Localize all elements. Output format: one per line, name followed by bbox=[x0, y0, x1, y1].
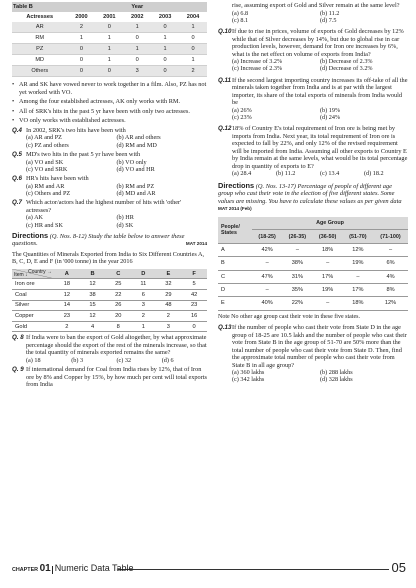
question-9-continued bbox=[218, 2, 408, 10]
option[interactable]: (c) 23% bbox=[232, 113, 252, 121]
option[interactable]: (c) 32 bbox=[116, 356, 132, 364]
question-number: Q.11 bbox=[218, 76, 231, 84]
cell: 32 bbox=[156, 279, 182, 290]
option[interactable]: (c) Others and PZ bbox=[26, 189, 71, 197]
cell: 25 bbox=[105, 279, 131, 290]
option[interactable]: (d) VO and HR bbox=[116, 165, 155, 173]
table-row bbox=[218, 257, 408, 270]
exam-tag: MAT 2014 bbox=[185, 241, 207, 247]
question-number: Q. 8 bbox=[12, 334, 24, 342]
cell: 0 bbox=[181, 321, 207, 332]
cell: 4 bbox=[80, 321, 106, 332]
row-label: Coal bbox=[12, 290, 54, 301]
cell: Others bbox=[12, 66, 67, 77]
cell: 29 bbox=[156, 290, 182, 301]
cell: 12 bbox=[80, 311, 106, 322]
question-number: Q.6 bbox=[12, 175, 22, 183]
chapter-word: CHAPTER bbox=[12, 567, 39, 573]
question-text: rise, assuming export of Gold and Silver remain at the same level? bbox=[232, 2, 400, 9]
page-number: 05 bbox=[389, 560, 406, 575]
option[interactable]: (a) 26% bbox=[232, 106, 252, 114]
cell: – bbox=[313, 297, 343, 310]
question-number: Q.5 bbox=[12, 151, 22, 159]
directions-text: (Q. Nos. 13-17) Percentage of people of different age group who cast their vote in the election of five different states. Some values are missing. You have to calculate these values as per given data bbox=[218, 182, 402, 205]
col-header: (36-50) bbox=[313, 230, 343, 243]
table-row bbox=[218, 283, 408, 296]
cell: 1 bbox=[151, 44, 179, 55]
question-number: Q.7 bbox=[12, 199, 22, 207]
option[interactable]: (b) Decrease of 2.3% bbox=[320, 58, 373, 66]
cell: 1 bbox=[123, 44, 151, 55]
cell: 0 bbox=[151, 55, 179, 66]
cell: 0 bbox=[67, 66, 95, 77]
question-text: In 2002, SRK's two hits have been with bbox=[26, 126, 126, 134]
row-label: E bbox=[218, 297, 252, 310]
table-b-header: 2002 bbox=[130, 14, 144, 20]
row-label: Copper bbox=[12, 311, 54, 322]
option[interactable]: (a) Increase of 3.2% bbox=[232, 58, 283, 66]
cell: 23 bbox=[54, 311, 80, 322]
table-b-year-label: Year bbox=[67, 2, 207, 12]
col-header: A bbox=[54, 269, 80, 279]
option[interactable]: (b) 288 lakhs bbox=[320, 369, 353, 377]
question-8 bbox=[12, 334, 207, 364]
question-number: Q.10 bbox=[218, 28, 232, 36]
condition-bullet: • VO only works with established actresses. bbox=[12, 117, 207, 125]
cell: 38 bbox=[80, 290, 106, 301]
row-label: Iron ore bbox=[12, 279, 54, 290]
option[interactable]: (c) 8.1 bbox=[232, 16, 249, 24]
question-text: If international demand for Coal from India rises by 12%, that of Iron ore by 8% and Copper by 15%, by how much per cent will total exports from India bbox=[26, 366, 207, 389]
cell: 40% bbox=[252, 297, 282, 310]
col-header: (51-70) bbox=[343, 230, 373, 243]
option[interactable]: (b) HR bbox=[116, 214, 134, 222]
directions-block bbox=[218, 182, 408, 213]
cell: 0 bbox=[179, 44, 207, 55]
cell: 15 bbox=[80, 300, 106, 311]
question-5 bbox=[12, 151, 207, 173]
chapter-divider bbox=[52, 566, 53, 574]
question-11 bbox=[218, 77, 408, 122]
option[interactable]: (c) 13.4 bbox=[320, 170, 340, 178]
cell: 8% bbox=[373, 283, 408, 296]
option[interactable]: (d) RM and MD bbox=[116, 141, 157, 149]
option[interactable]: (a) 360 lakhs bbox=[232, 369, 265, 377]
table-row bbox=[12, 44, 207, 55]
condition-bullet: • All of SRK's hits in the past 5 yr have been with only two actresses. bbox=[12, 108, 207, 116]
cell: – bbox=[252, 283, 282, 296]
question-13 bbox=[218, 324, 408, 384]
cell: 4% bbox=[373, 270, 408, 283]
col-header: D bbox=[131, 269, 155, 279]
cell: 2 bbox=[54, 321, 80, 332]
question-6 bbox=[12, 175, 207, 197]
question-9 bbox=[12, 366, 207, 389]
cell: 11 bbox=[131, 279, 155, 290]
cell: – bbox=[343, 270, 373, 283]
option[interactable]: (c) HR and SK bbox=[26, 221, 63, 229]
row-label: C bbox=[218, 270, 252, 283]
chapter-label bbox=[12, 563, 134, 574]
cell: 3 bbox=[131, 300, 155, 311]
cell: 17% bbox=[343, 283, 373, 296]
table-b-header: 2004 bbox=[186, 14, 200, 20]
cell: PZ bbox=[12, 44, 67, 55]
corner-cell bbox=[12, 269, 54, 279]
option[interactable]: (b) 11.2 bbox=[320, 9, 340, 17]
option[interactable]: (b) RM and PZ bbox=[116, 182, 155, 190]
cell: 2 bbox=[179, 66, 207, 77]
question-10 bbox=[218, 28, 408, 73]
option[interactable]: (b) 19% bbox=[320, 106, 341, 114]
cell: MD bbox=[12, 55, 67, 66]
question-text: If the second largest importing country increases its off-take of all the minerals taken together from India and is at par with the largest importer, its share of the total exports of minerals from India would be bbox=[232, 76, 408, 107]
cell: 18% bbox=[343, 297, 373, 310]
table-row bbox=[12, 33, 207, 44]
question-text: If the number of people who cast their vote from State D in the age group of 18-25 are 10.5 lakh and the number of people who cast their vote from State B in the age group of 51-70 are 50% more than the total number of people who cast their vote from State D. Then, find the approximate total number of people who cast their vote from State B in all age group? bbox=[232, 324, 407, 369]
option[interactable]: (d) MD and AR bbox=[116, 189, 156, 197]
cell: 38% bbox=[282, 257, 312, 270]
cell: 18% bbox=[313, 243, 343, 256]
option[interactable]: (a) 6.8 bbox=[232, 9, 249, 17]
chapter-number: 01 bbox=[39, 563, 51, 574]
cell: 8 bbox=[105, 321, 131, 332]
row-label: B bbox=[218, 257, 252, 270]
cell: 42% bbox=[252, 243, 282, 256]
cell: 12% bbox=[373, 297, 408, 310]
right-column bbox=[218, 2, 408, 384]
left-column bbox=[12, 2, 207, 389]
cell: 0 bbox=[95, 22, 123, 33]
option[interactable]: (d) 328 lakhs bbox=[320, 376, 353, 384]
cell: 1 bbox=[95, 44, 123, 55]
corner-top-label: Country → bbox=[28, 268, 52, 275]
cell: 17% bbox=[313, 270, 343, 283]
table-row bbox=[12, 311, 207, 322]
cell: – bbox=[313, 257, 343, 270]
option[interactable]: (a) 18 bbox=[26, 356, 41, 364]
table-b-header: Actresses bbox=[26, 14, 54, 20]
cell: 1 bbox=[95, 55, 123, 66]
cell: 1 bbox=[123, 22, 151, 33]
option[interactable]: (d) Decrease of 3.2% bbox=[320, 65, 373, 73]
option[interactable]: (a) AK bbox=[26, 214, 44, 222]
cell: 5 bbox=[181, 279, 207, 290]
cell: 1 bbox=[179, 55, 207, 66]
question-number: Q. 9 bbox=[12, 366, 24, 374]
cell: 16 bbox=[181, 311, 207, 322]
option[interactable]: (a) AR and PZ bbox=[26, 134, 62, 142]
table-row bbox=[12, 290, 207, 301]
corner-bottom-label: Item ↓ bbox=[14, 272, 28, 279]
question-number: Q.13 bbox=[218, 324, 232, 332]
cell: 14 bbox=[54, 300, 80, 311]
cell: 2 bbox=[67, 22, 95, 33]
table-b bbox=[12, 2, 207, 77]
cell: 0 bbox=[123, 55, 151, 66]
cell: 12 bbox=[54, 290, 80, 301]
cell: 0 bbox=[95, 66, 123, 77]
cell: 0 bbox=[67, 44, 95, 55]
cell: 48 bbox=[156, 300, 182, 311]
cell: 0 bbox=[151, 66, 179, 77]
cell: 6 bbox=[131, 290, 155, 301]
question-12 bbox=[218, 125, 408, 177]
age-group-table bbox=[218, 217, 408, 311]
cell: 42 bbox=[181, 290, 207, 301]
option[interactable]: (a) VO and SK bbox=[26, 158, 64, 166]
cell: 0 bbox=[179, 33, 207, 44]
cell: 22 bbox=[105, 290, 131, 301]
option[interactable]: (a) RM and AR bbox=[26, 182, 65, 190]
option[interactable]: (b) 11.2 bbox=[276, 170, 296, 178]
cell: 1 bbox=[179, 22, 207, 33]
question-7 bbox=[12, 199, 207, 229]
table-title: Age Group bbox=[252, 217, 408, 230]
exam-tag: MAT 2014 (Feb) bbox=[218, 206, 252, 212]
cell: 26 bbox=[105, 300, 131, 311]
option[interactable]: (b) AR and others bbox=[116, 134, 161, 142]
table-caption: The Quantities of Minerals Exported from India to Six Different Countries A, B, C, D, E and F (in '000 tonne) in the year 2016 bbox=[12, 251, 205, 266]
col-header: B bbox=[80, 269, 106, 279]
option[interactable]: (c) PZ and others bbox=[26, 141, 69, 149]
row-label: A bbox=[218, 243, 252, 256]
option[interactable]: (d) 7.5 bbox=[320, 16, 337, 24]
cell: 1 bbox=[131, 321, 155, 332]
table-b-header: 2001 bbox=[103, 14, 116, 20]
cell: 1 bbox=[67, 33, 95, 44]
cell: 3 bbox=[156, 321, 182, 332]
minerals-table bbox=[12, 269, 207, 333]
question-number: Q.12 bbox=[218, 125, 232, 133]
cell: 22% bbox=[282, 297, 312, 310]
chapter-title: Numeric Data Table bbox=[54, 563, 134, 573]
cell: 12% bbox=[343, 243, 373, 256]
question-text: If India were to ban the export of Gold altogether, by what approximate percentage should the export of the rest of the minerals increase, so that the total quantity of minerals exported remains the same? bbox=[26, 334, 207, 357]
table-row bbox=[218, 297, 408, 310]
condition-bullet: • Among the four established actresses, AK only works with RM. bbox=[12, 98, 207, 106]
cell: – bbox=[282, 243, 312, 256]
directions-text: (Q. Nos. 8-12) Study the table below to answer these questions. bbox=[12, 232, 185, 248]
table-row bbox=[218, 243, 408, 256]
cell: – bbox=[252, 257, 282, 270]
question-text: Which actor/actors had the highest number of hits with 'other' actresses? bbox=[26, 199, 182, 214]
cell: 2 bbox=[131, 311, 155, 322]
cell: 31% bbox=[282, 270, 312, 283]
col-header: (26-35) bbox=[282, 230, 312, 243]
cell: RM bbox=[12, 33, 67, 44]
row-label: D bbox=[218, 283, 252, 296]
cell: – bbox=[373, 243, 408, 256]
cell: 20 bbox=[105, 311, 131, 322]
cell: 19% bbox=[343, 257, 373, 270]
cell: 1 bbox=[95, 33, 123, 44]
cell: 23 bbox=[181, 300, 207, 311]
col-header: F bbox=[181, 269, 207, 279]
cell: 12 bbox=[80, 279, 106, 290]
col-header: C bbox=[105, 269, 131, 279]
table-row bbox=[12, 279, 207, 290]
footer-rule bbox=[118, 569, 398, 570]
table-b-header: 2000 bbox=[75, 14, 88, 20]
question-text: If due to rise in prices, volume of exports of Gold decreases by 12% while that of Silver decreases by 14%, but due to global rise in car production levels, however, demand for Iron ore increases by 6%, what is the net effect on volume of exports from India? bbox=[232, 28, 404, 58]
note: Note No other age group cast their vote in these five states. bbox=[218, 313, 360, 320]
question-4 bbox=[12, 127, 207, 149]
table-b-header: 2003 bbox=[158, 14, 172, 20]
question-text: 18% of Country E's total requirement of Iron ore is being met by imports from India. Next year, its total requirement of Iron ore is expected to fall by 22%, and only 12% of the revised requirement will be imported from India. Assuming all other exports to Country E by India remain at the same levels, what would be its total percentage drop in quantity of exports to E? bbox=[232, 125, 408, 170]
page-footer bbox=[0, 560, 416, 582]
cell: 35% bbox=[282, 283, 312, 296]
col-header: E bbox=[156, 269, 182, 279]
option[interactable]: (a) 28.4 bbox=[232, 170, 252, 178]
col-header: (18-25) bbox=[252, 230, 282, 243]
directions-label: Directions bbox=[12, 230, 49, 240]
cell: 47% bbox=[252, 270, 282, 283]
cell: AR bbox=[12, 22, 67, 33]
option[interactable]: (b) VO only bbox=[116, 158, 147, 166]
cell: 1 bbox=[151, 33, 179, 44]
option[interactable]: (c) 342 lakhs bbox=[232, 376, 265, 384]
option[interactable]: (d) 24% bbox=[320, 113, 341, 121]
question-text: HR's hits have been with bbox=[26, 175, 89, 183]
cell: 3 bbox=[123, 66, 151, 77]
cell: 0 bbox=[123, 33, 151, 44]
cell: 18 bbox=[54, 279, 80, 290]
table-row bbox=[12, 321, 207, 332]
directions-label: Directions bbox=[218, 180, 255, 190]
question-text: MD's two hits in the past 5 yr have been with bbox=[26, 151, 141, 159]
cell: 19% bbox=[313, 283, 343, 296]
table-row bbox=[218, 270, 408, 283]
cell: 6% bbox=[373, 257, 408, 270]
option[interactable]: (d) 6 bbox=[161, 356, 174, 364]
question-number: Q.4 bbox=[12, 126, 22, 134]
table-row bbox=[12, 55, 207, 66]
cell: 0 bbox=[67, 55, 95, 66]
table-row bbox=[12, 66, 207, 77]
row-label: Silver bbox=[12, 300, 54, 311]
cell: 2 bbox=[156, 311, 182, 322]
table-row bbox=[12, 22, 207, 33]
option[interactable]: (c) VO and SRK bbox=[26, 165, 68, 173]
option[interactable]: (c) Increase of 2.3% bbox=[232, 65, 283, 73]
table-row bbox=[12, 300, 207, 311]
col-header: (71-100) bbox=[373, 230, 408, 243]
table-b-label: Table B bbox=[12, 2, 67, 12]
first-header: People/ States bbox=[218, 217, 252, 243]
option[interactable]: (d) SK bbox=[116, 221, 134, 229]
row-label: Gold bbox=[12, 321, 54, 332]
option[interactable]: (d) 18.2 bbox=[364, 170, 384, 178]
cell: 0 bbox=[151, 22, 179, 33]
condition-bullet: • AR and SK have vowed never to work together in a film. Also, PZ has not yet worked with VO. bbox=[12, 81, 207, 96]
directions-block bbox=[12, 232, 207, 248]
option[interactable]: (b) 3 bbox=[71, 356, 84, 364]
